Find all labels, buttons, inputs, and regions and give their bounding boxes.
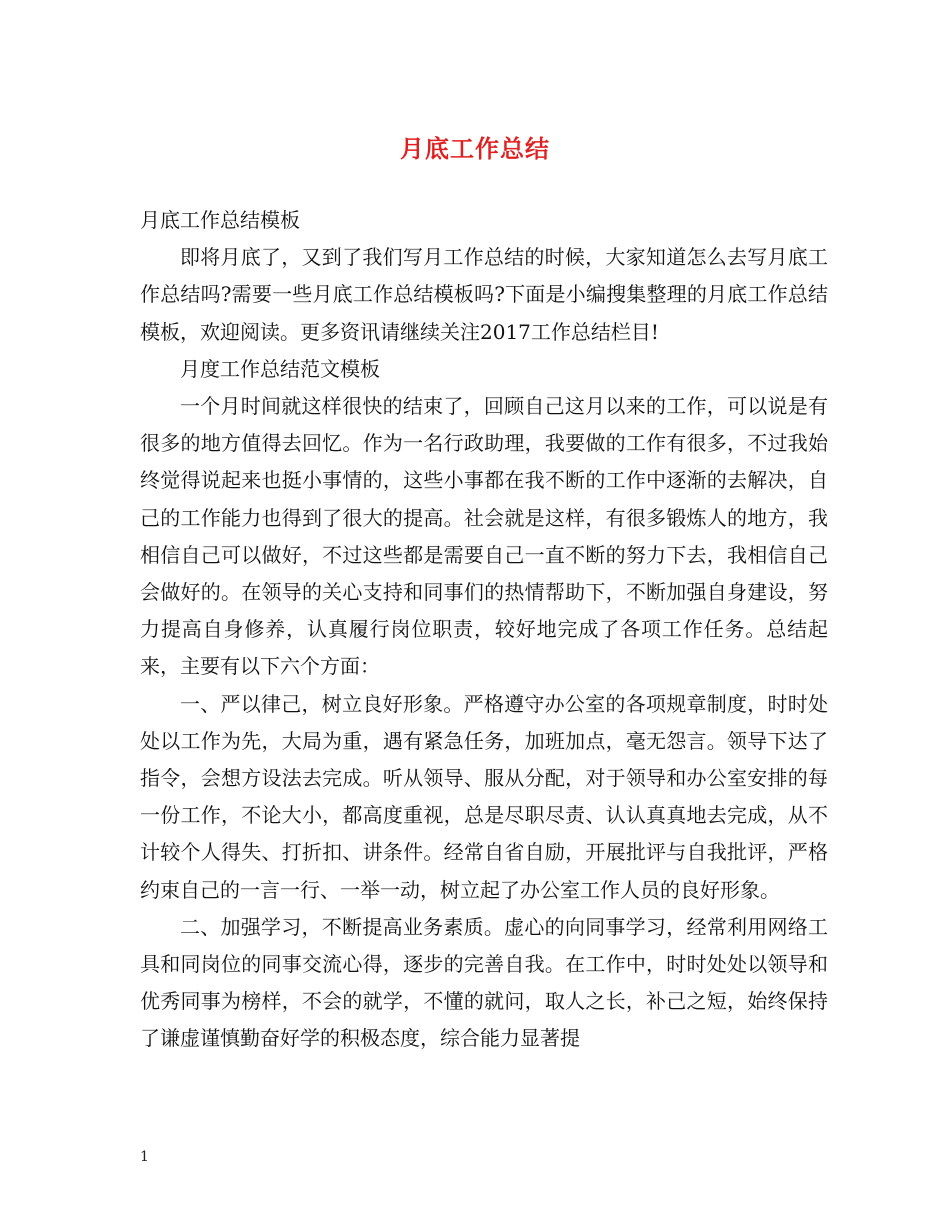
page-number: 1 [140, 1149, 149, 1165]
body-paragraph: 一个月时间就这样很快的结束了，回顾自己这月以来的工作，可以说是有很多的地方值得去回忆。作为一名行政助理，我要做的工作有很多，不过我始终觉得说起来也挺小事情的，这些小事都在我不断的工作中逐渐的去解决，自己的工作能力也得到了很大的提高。社会就是这样，有很多锻炼人的地方，我相信自己可以做好，不过这些都是需要自己一直不断的努力下去，我相信自己会做好的。在领导的关心支持和同事们的热情帮助下，不断加强自身建设，努力提高自身修养，认真履行岗位职责，较好地完成了各项工作任务。总结起来，主要有以下六个方面： [140, 394, 828, 679]
subtitle-paragraph: 月底工作总结模板 [140, 208, 300, 232]
point-two-paragraph: 二、加强学习，不断提高业务素质。虚心的向同事学习，经常利用网络工具和同岗位的同事交流心得，逐步的完善自我。在工作中，时时处处以领导和优秀同事为榜样，不会的就学，不懂的就问，取人之长，补己之短，始终保持了谦虚谨慎勤奋好学的积极态度，综合能力显著提 [140, 914, 828, 1051]
intro-paragraph: 即将月底了，又到了我们写月工作总结的时候，大家知道怎么去写月底工作总结吗?需要一些月底工作总结模板吗?下面是小编搜集整理的月底工作总结模板，欢迎阅读。更多资讯请继续关注2017工作总结栏目! [140, 245, 828, 344]
document-body [140, 202, 828, 1058]
point-one-paragraph: 一、严以律己，树立良好形象。严格遵守办公室的各项规章制度，时时处处以工作为先，大局为重，遇有紧急任务，加班加点，毫无怨言。领导下达了指令，会想方设法去完成。听从领导、服从分配，对于领导和办公室安排的每一份工作，不论大小，都高度重视，总是尽职尽责、认认真真地去完成，从不计较个人得失、打折扣、讲条件。经常自省自励，开展批评与自我批评，严格约束自己的一言一行、一举一动，树立起了办公室工作人员的良好形象。 [140, 691, 828, 902]
page-title: 月底工作总结 [400, 134, 550, 163]
section-heading-paragraph: 月度工作总结范文模板 [180, 356, 380, 381]
